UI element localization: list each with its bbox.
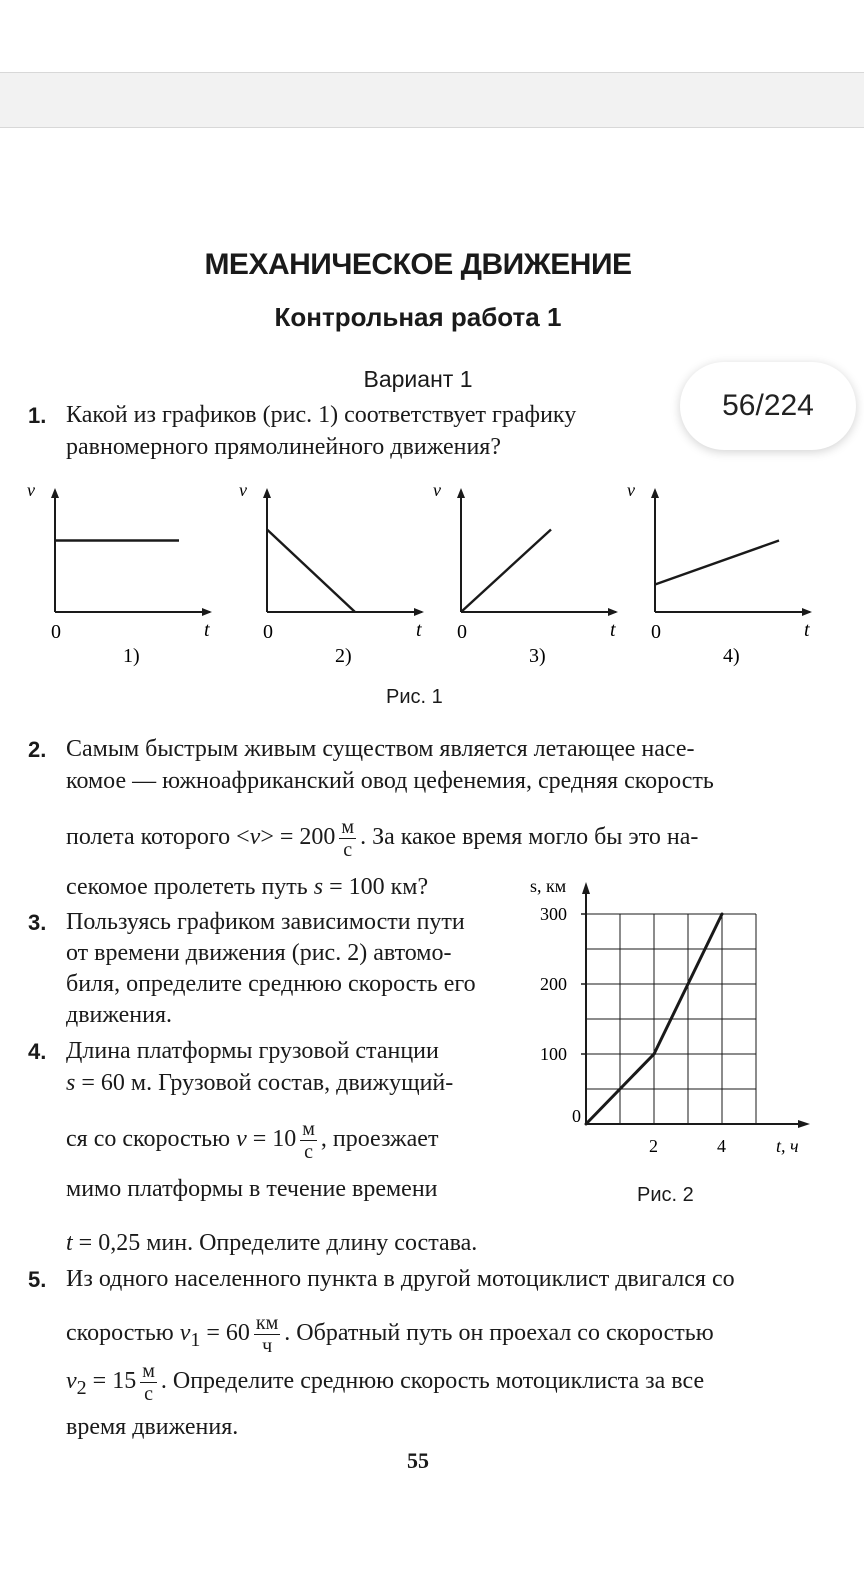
origin-label: 0 — [651, 621, 661, 643]
y-axis-label: s, км — [530, 876, 567, 896]
problem-text: $v_2 = 15$ $\frac{м}{с}$ . Определите среднюю скорость мотоциклиста за все — [66, 1360, 705, 1405]
problem-text: Из одного населенного пункта в другой мотоциклист двигался со — [66, 1266, 735, 1292]
x-axis-label: t, ч — [776, 1136, 799, 1156]
x-axis-arrow — [798, 1120, 810, 1128]
problem-text: Пользуясь графиком зависимости пути — [66, 909, 465, 935]
problem-text: движения. — [66, 1002, 173, 1028]
t-axis-label: t — [416, 619, 422, 641]
velocity-line — [461, 530, 551, 613]
problem-text: мимо платформы в течение времени — [66, 1176, 438, 1202]
problem-text: время движения. — [66, 1414, 239, 1440]
unit-fraction: $\frac{км}{ч}$ — [255, 1312, 279, 1357]
t-axis-arrow — [202, 608, 212, 616]
problem-text: ся со скоростью v = 10 $\frac{м}{с}$ , проезжает — [66, 1118, 439, 1163]
problem-text: Самым быстрым живым существом является летающее насе- — [66, 736, 695, 762]
v-axis-arrow — [51, 488, 59, 498]
y-tick-label: 200 — [540, 974, 567, 994]
t-axis-label: t — [204, 619, 210, 641]
velocity-line — [655, 541, 779, 585]
problem-text: комое — южноафриканский овод цефенемия, средняя скорость — [66, 768, 714, 794]
unit-fraction: $\frac{м}{с}$ — [142, 1360, 155, 1405]
problem-number: 5. — [28, 1267, 47, 1292]
graph-label: 2) — [335, 645, 352, 667]
v-axis-arrow — [457, 488, 465, 498]
origin-label: 0 — [263, 621, 273, 643]
t-axis-arrow — [802, 608, 812, 616]
page-number: 55 — [407, 1448, 429, 1473]
velocity-line — [267, 530, 355, 613]
variant-title: Вариант 1 — [363, 366, 473, 392]
t-axis-arrow — [414, 608, 424, 616]
x-tick-label: 2 — [649, 1136, 658, 1156]
problem-number: 3. — [28, 910, 47, 935]
test-title: Контрольная работа 1 — [274, 302, 562, 332]
data-point — [653, 1053, 656, 1056]
problem-text: Какой из графиков (рис. 1) соответствует графику — [66, 402, 577, 428]
t-axis-label: t — [804, 619, 810, 641]
problem-text: биля, определите среднюю скорость его — [66, 971, 476, 997]
x-tick-label: 4 — [717, 1136, 726, 1156]
graph-label: 1) — [123, 645, 140, 667]
t-axis-arrow — [608, 608, 618, 616]
v-axis-label: v — [627, 480, 635, 500]
problem-number: 4. — [28, 1039, 47, 1064]
problem-text: равномерного прямолинейного движения? — [66, 434, 501, 460]
origin-label: 0 — [51, 621, 61, 643]
figure-1-caption: Рис. 1 — [386, 686, 443, 708]
origin-label: 0 — [457, 621, 467, 643]
y-tick-label: 100 — [540, 1044, 567, 1064]
problem-text: скоростью $v_1 = 60$ $\frac{км}{ч}$ . Обратный путь он проехал со скоростью — [66, 1312, 714, 1357]
problem-text: Длина платформы грузовой станции — [66, 1038, 439, 1064]
problem-text: от времени движения (рис. 2) автомо- — [66, 940, 452, 966]
data-point — [585, 1123, 588, 1126]
chapter-title: МЕХАНИЧЕСКОЕ ДВИЖЕНИЕ — [204, 248, 632, 281]
v-axis-label: v — [27, 480, 35, 500]
v-axis-label: v — [433, 480, 441, 500]
y-tick-label: 300 — [540, 904, 567, 924]
v-axis-label: v — [239, 480, 247, 500]
graph-label: 4) — [723, 645, 740, 667]
page-counter-badge[interactable]: 56/224 — [680, 362, 856, 450]
problem-text: t = 0,25 мин. Определите длину состава. — [66, 1230, 478, 1256]
problem-number: 1. — [28, 403, 47, 428]
problem-text: секомое пролететь путь s = 100 км? — [66, 874, 429, 900]
y-tick-label: 0 — [572, 1106, 581, 1126]
problem-text: полета которого <v> = 200 $\frac{м}{с}$ . За какое время могло бы это на- — [66, 816, 699, 861]
v-axis-arrow — [263, 488, 271, 498]
v-axis-arrow — [651, 488, 659, 498]
data-point — [721, 913, 724, 916]
figure-2-caption: Рис. 2 — [637, 1184, 694, 1206]
graph-label: 3) — [529, 645, 546, 667]
viewer-toolbar — [0, 72, 864, 128]
figure-2-chart — [520, 872, 820, 1172]
t-axis-label: t — [610, 619, 616, 641]
y-axis-arrow — [582, 882, 590, 894]
problem-number: 2. — [28, 737, 47, 762]
figure-1-graphs — [0, 470, 864, 670]
unit-fraction: $\frac{м}{с}$ — [341, 816, 355, 861]
unit-fraction: $\frac{м}{с}$ — [302, 1118, 315, 1163]
problem-text: s = 60 м. Грузовой состав, движущий- — [66, 1070, 454, 1096]
